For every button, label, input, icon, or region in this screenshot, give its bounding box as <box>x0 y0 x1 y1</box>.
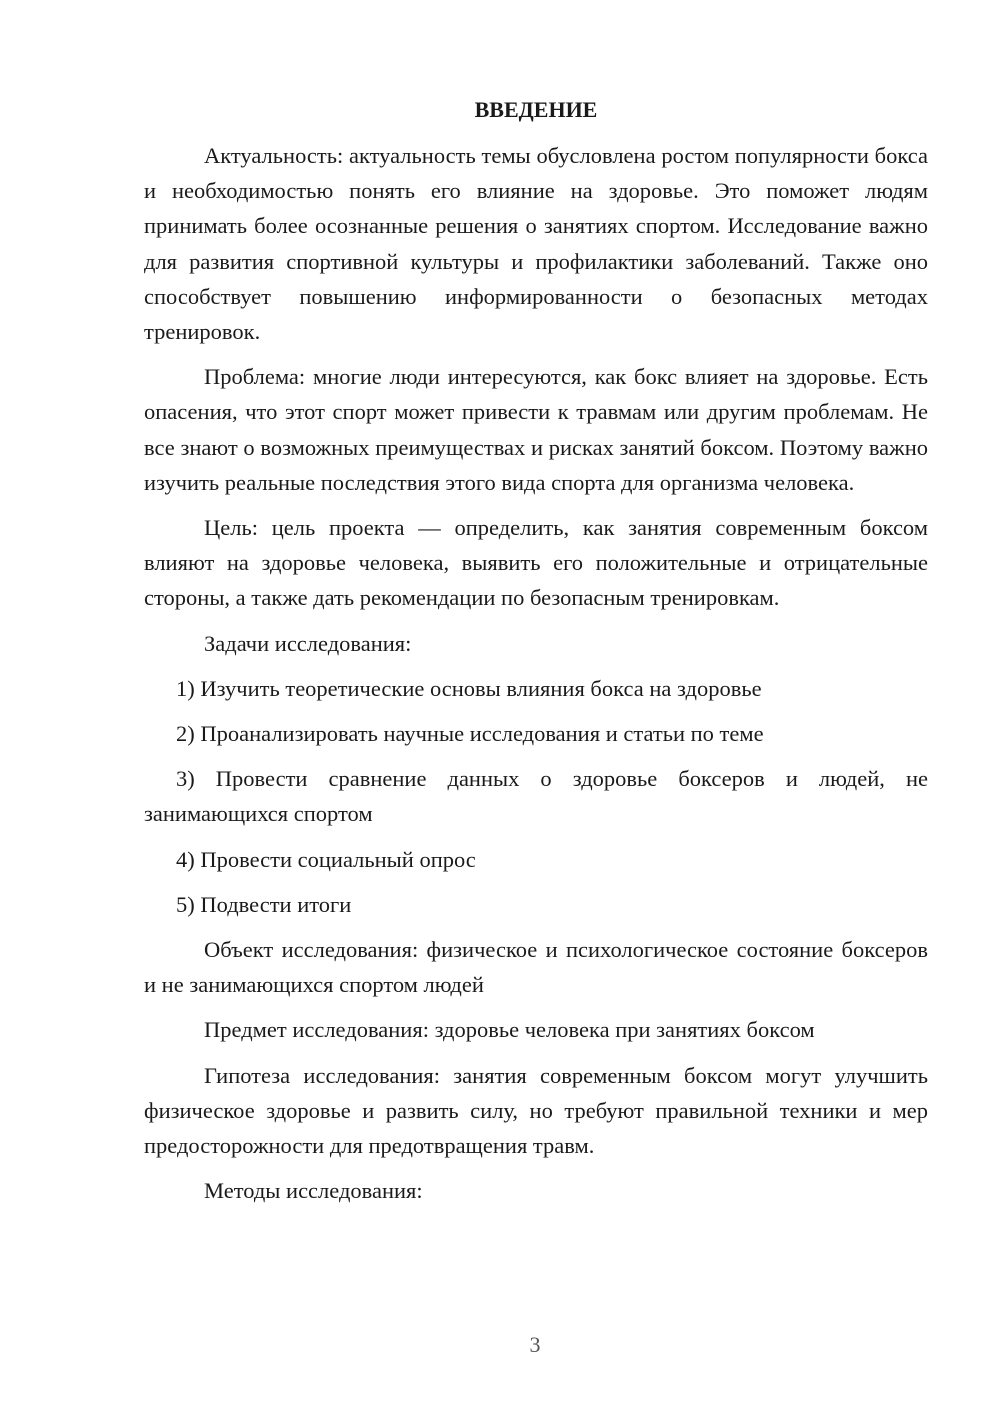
hypothesis-paragraph: Гипотеза исследования: занятия современным боксом могут улучшить физическое здоровье и развить силу, но требуют правильной техники и мер предосторожности для предотвращения травм. <box>144 1062 928 1159</box>
task-item-1: 1) Изучить теоретические основы влияния бокса на здоровье <box>176 675 762 701</box>
page-number: 3 <box>529 1332 541 1357</box>
task-item-3: 3) Провести сравнение данных о здоровье боксеров и людей, не занимающихся спортом <box>144 766 928 827</box>
page-title: ВВЕДЕНИЕ <box>474 97 598 122</box>
task-item-5: 5) Подвести итоги <box>176 891 352 917</box>
document-page <box>144 94 928 1218</box>
task-item-2: 2) Проанализировать научные исследования и статьи по теме <box>176 721 764 747</box>
object-paragraph: Объект исследования: физическое и психологическое состояние боксеров и не занимающихся спортом людей <box>144 937 928 998</box>
subject-paragraph: Предмет исследования: здоровье человека при занятиях боксом <box>204 1017 815 1043</box>
goal-paragraph: Цель: цель проекта — определить, как занятия современным боксом влияют на здоровье человека, выявить его положительные и отрицательные стороны, а также дать рекомендации по безопасным тренировкам. <box>144 515 928 611</box>
task-item-4: 4) Провести социальный опрос <box>176 846 476 872</box>
relevance-paragraph: Актуальность: актуальность темы обусловлена ростом популярности бокса и необходимостью понять его влияние на здоровье. Это поможет людям принимать более осознанные решения о занятиях спортом. Исследование важно для развития спортивной культуры и профилактики заболеваний. Также оно способствует повышению информированности о безопасных методах тренировок. <box>144 143 928 345</box>
tasks-heading: Задачи исследования: <box>204 630 412 656</box>
problem-paragraph: Проблема: многие люди интересуются, как бокс влияет на здоровье. Есть опасения, что этот спорт может привести к травмам или другим проблемам. Не все знают о возможных преимуществах и рисках занятий боксом. Поэтому важно изучить реальные последствия этого вида спорта для организма человека. <box>144 364 928 495</box>
methods-heading: Методы исследования: <box>204 1178 423 1204</box>
